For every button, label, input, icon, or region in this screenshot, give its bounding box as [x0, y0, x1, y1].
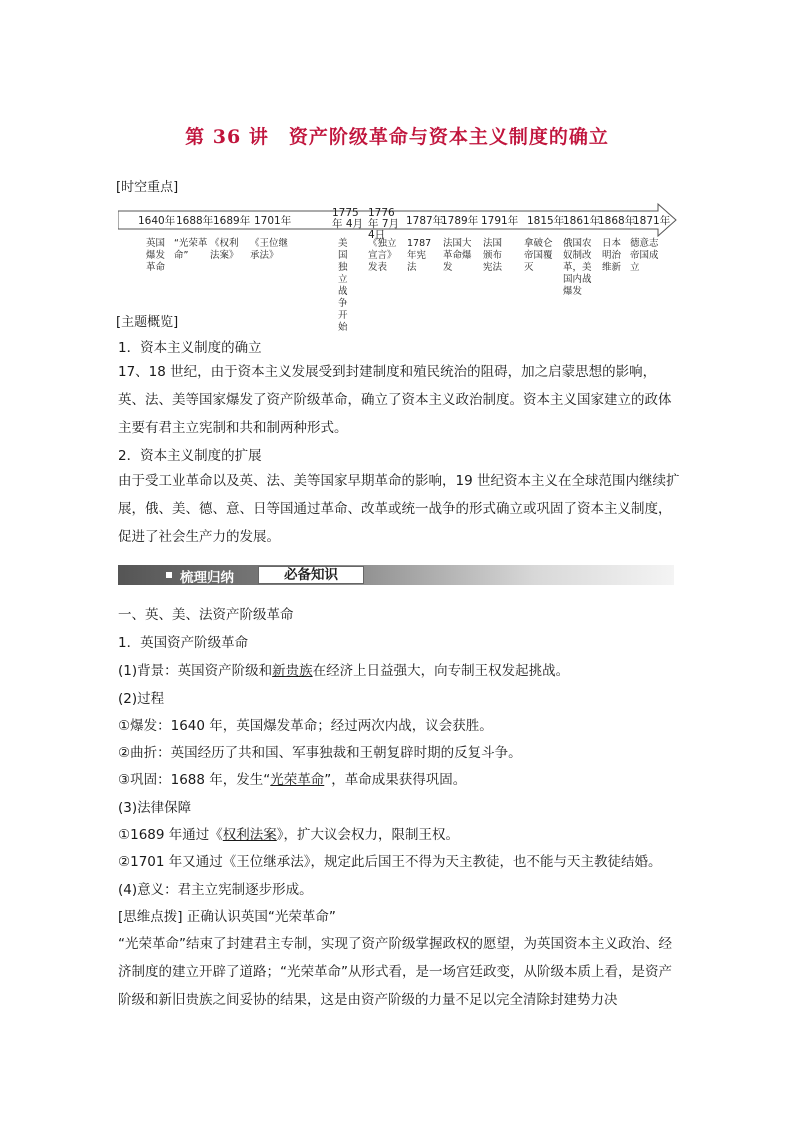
- timeline-event: 法国颁布宪法: [483, 238, 503, 273]
- tip-title: 正确认识英国“光荣革命”: [186, 909, 336, 925]
- timeline-year: 1640年: [138, 215, 176, 227]
- timeline-event: 德意志帝国成立: [630, 238, 659, 273]
- law-text: ①1689 年通过《: [118, 827, 223, 843]
- law-item: ②1701 年又通过《王位继承法》，规定此后国王不得为天主教徒，也不能与天主教徒结婚。: [118, 854, 662, 870]
- timeline-year: 1868年: [598, 215, 636, 227]
- law-heading: (3)法律保障: [118, 800, 192, 816]
- timeline-event: “光荣革命”: [174, 238, 208, 261]
- tip-tag: [思维点拨]: [118, 909, 183, 925]
- timeline-year: 1775年 4月: [332, 207, 364, 230]
- overview-heading: [主题概览]: [116, 315, 179, 330]
- process-item: ②曲折：英国经历了共和国、军事独裁和王朝复辟时期的反复斗争。: [118, 745, 522, 761]
- tip-heading: [118, 905, 336, 925]
- timeline-event: 《权利法案》: [210, 238, 239, 261]
- timeline-event: 《独立宣言》发表: [368, 238, 397, 273]
- timeline-year: 1815年: [527, 215, 565, 227]
- timeline-event: 1787年宪法: [407, 238, 432, 273]
- overview-paragraph: 由于受工业革命以及英、法、美等国家早期革命的影响，19 世纪资本主义在全球范围内继续扩展，俄、美、德、意、日等国通过革命、改革或统一战争的形式确立或巩固了资本主义制度，促进了社会生产力的发展。: [118, 473, 680, 545]
- process-text: ③巩固：1688 年，发生“: [118, 772, 271, 788]
- banner-right-label: 必备知识: [258, 566, 364, 584]
- timeline-year: 1787年: [406, 215, 444, 227]
- law-text: 》，扩大议会权力，限制王权。: [276, 827, 460, 843]
- overview-paragraph: 17、18 世纪，由于资本主义发展受到封建制度和殖民统治的阻碍，加之启蒙思想的影响，英、法、美等国家爆发了资产阶级革命，确立了资本主义政治制度。资本主义国家建立的政体主要有君主立宪制和共和制两种形式。: [118, 364, 672, 436]
- process-item: ①爆发：1640 年，英国爆发革命；经过两次内战，议会获胜。: [118, 718, 493, 734]
- overview-subheading: 2．资本主义制度的扩展: [118, 448, 262, 464]
- background-text: (1)背景：英国资产阶级和: [118, 663, 273, 679]
- section-banner: [118, 565, 674, 585]
- timeline-event: 英国爆发革命: [146, 238, 166, 273]
- timeline-event: 拿破仑帝国覆灭: [524, 238, 553, 273]
- timeline-event: 美国独立战争开始: [338, 238, 348, 333]
- page-title: 第 36 讲 资产阶级革命与资本主义制度的确立: [185, 126, 609, 148]
- timeline-year: 1689年: [213, 215, 251, 227]
- timeline-year: 1701年: [254, 215, 292, 227]
- tip-paragraph: “光荣革命”结束了封建君主专制，实现了资产阶级掌握政权的愿望，为英国资本主义政治、经济制度的建立开辟了道路；“光荣革命”从形式看，是一场宫廷政变，从阶级本质上看，是资产阶级和新旧贵族之间妥协的结果，这是由资产阶级的力量不足以完全清除封建势力决: [118, 936, 672, 1008]
- timeline-year: 1871年: [633, 215, 671, 227]
- overview-subheading: 1．资本主义制度的确立: [118, 340, 262, 356]
- process-item: [118, 768, 466, 788]
- timeline-event: 法国大革命爆发: [443, 238, 472, 273]
- banner-square-icon: [166, 572, 172, 578]
- underlined-term: 权利法案: [222, 827, 277, 843]
- background-text: 在经济上日益强大，向专制王权发起挑战。: [312, 663, 570, 679]
- timeline-year: 1776年 7月4日: [368, 207, 400, 241]
- timeline-event: 日本明治维新: [602, 238, 622, 273]
- timeline-year: 1789年: [441, 215, 479, 227]
- law-item: [118, 823, 459, 843]
- section-heading: 一、英、美、法资产阶级革命: [118, 607, 294, 623]
- timeline-year: 1688年: [176, 215, 214, 227]
- timeline-year: 1861年: [563, 215, 601, 227]
- section-subheading: 1．英国资产阶级革命: [118, 635, 249, 651]
- timeline-event: 俄国农奴制改革，美国内战爆发: [563, 238, 592, 297]
- process-text: ”，革命成果获得巩固。: [324, 772, 467, 788]
- underlined-term: 光荣革命: [270, 772, 325, 788]
- timeline-heading: [时空重点]: [116, 180, 179, 195]
- underlined-term: 新贵族: [272, 663, 313, 679]
- timeline-event: 《王位继承法》: [250, 238, 289, 261]
- process-heading: (2)过程: [118, 691, 165, 707]
- meaning-line: (4)意义：君主立宪制逐步形成。: [118, 882, 313, 898]
- banner-left-label: 梳理归纳: [180, 570, 234, 586]
- timeline-year: 1791年: [481, 215, 519, 227]
- background-line: [118, 659, 569, 679]
